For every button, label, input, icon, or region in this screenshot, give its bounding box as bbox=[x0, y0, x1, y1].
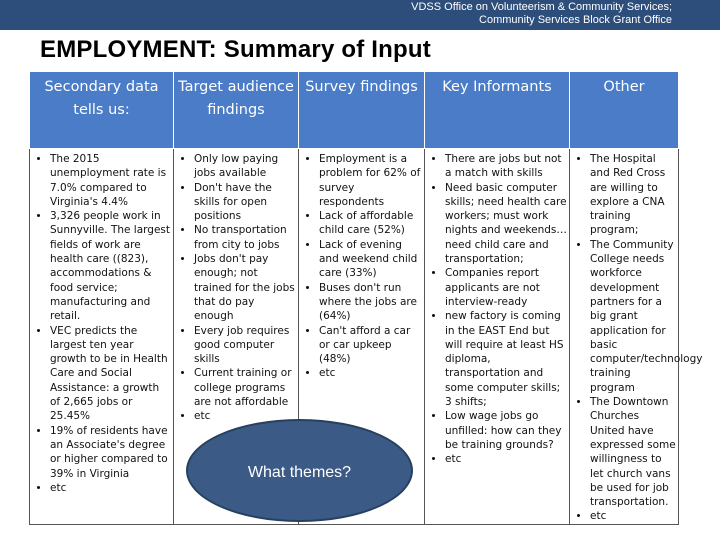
list-item: • The Hospital and Red Cross are willing to explore a CNA training program; bbox=[590, 152, 676, 238]
list-item: • Employment is a problem for 62% of survey respondents bbox=[319, 152, 422, 209]
list-item: • Don't have the skills for open positions bbox=[194, 181, 296, 224]
list-item: • Every job requires good computer skills bbox=[194, 324, 296, 367]
bullet-list bbox=[299, 152, 422, 381]
column-header-key-informants: Key Informants bbox=[425, 72, 570, 149]
list-item: • etc bbox=[50, 481, 171, 495]
bullet-list bbox=[30, 152, 171, 495]
list-item: • Jobs don't pay enough; not trained for the jobs that do pay enough bbox=[194, 252, 296, 323]
column-header-other: Other bbox=[570, 72, 679, 149]
themes-callout-text: What themes? bbox=[247, 463, 352, 481]
list-item: • Lack of evening and weekend child care (33%) bbox=[319, 238, 422, 281]
list-item: • etc bbox=[590, 509, 676, 523]
organization-name bbox=[411, 1, 672, 27]
bullet-list bbox=[174, 152, 296, 424]
list-item: • etc bbox=[194, 409, 296, 423]
list-item: • The Downtown Churches United have expressed some willingness to let church vans be used for job transportation. bbox=[590, 395, 676, 509]
list-item: • Current training or college programs are not affordable bbox=[194, 366, 296, 409]
column-header-secondary-data: Secondary data tells us: bbox=[30, 72, 174, 149]
list-item: • Lack of affordable child care (52%) bbox=[319, 209, 422, 238]
list-item: • Companies report applicants are not interview-ready bbox=[445, 266, 567, 309]
list-item: • The 2015 unemployment rate is 7.0% compared to Virginia's 4.4% bbox=[50, 152, 171, 209]
slide-title: EMPLOYMENT: Summary of Input bbox=[40, 36, 431, 63]
list-item: • new factory is coming in the EAST End but will require at least HS diploma, transportation and some computer skills; 3 shifts; bbox=[445, 309, 567, 409]
cell-key-informants bbox=[425, 149, 570, 525]
cell-other bbox=[570, 149, 703, 525]
list-item: • The Community College needs workforce development partners for a big grant application for basic computer/technology training program bbox=[590, 238, 676, 395]
table-header-row bbox=[30, 72, 679, 149]
themes-callout bbox=[186, 419, 413, 522]
cell-secondary-data bbox=[30, 149, 174, 525]
list-item: • VEC predicts the largest ten year growth to be in Health Care and Social Assistance: a growth of 2,665 jobs or 25.45% bbox=[50, 324, 171, 424]
list-item: • Can't afford a car or car upkeep (48%) bbox=[319, 324, 422, 367]
list-item: • There are jobs but not a match with skills bbox=[445, 152, 567, 181]
header-bar bbox=[0, 0, 720, 30]
list-item: • etc bbox=[445, 452, 567, 466]
bullet-list bbox=[570, 152, 703, 524]
list-item: • etc bbox=[319, 366, 422, 380]
list-item: • Need basic computer skills; need health care workers; must work nights and weekends…need child care and transportation; bbox=[445, 181, 567, 267]
organization-line-1: VDSS Office on Volunteerism & Community Services; bbox=[411, 1, 672, 13]
list-item: • Only low paying jobs available bbox=[194, 152, 296, 181]
column-header-survey-findings: Survey findings bbox=[299, 72, 425, 149]
list-item: • No transportation from city to jobs bbox=[194, 223, 296, 252]
list-item: • Low wage jobs go unfilled: how can they be training grounds? bbox=[445, 409, 567, 452]
organization-line-2: Community Services Block Grant Office bbox=[479, 14, 672, 26]
list-item: • Buses don't run where the jobs are (64%) bbox=[319, 281, 422, 324]
column-header-target-audience: Target audience findings bbox=[174, 72, 299, 149]
list-item: • 19% of residents have an Associate's degree or higher compared to 39% in Virginia bbox=[50, 424, 171, 481]
bullet-list bbox=[425, 152, 567, 467]
list-item: • 3,326 people work in Sunnyville. The largest fields of work are health care ((823), accommodations & food service; manufacturing and retail. bbox=[50, 209, 171, 323]
